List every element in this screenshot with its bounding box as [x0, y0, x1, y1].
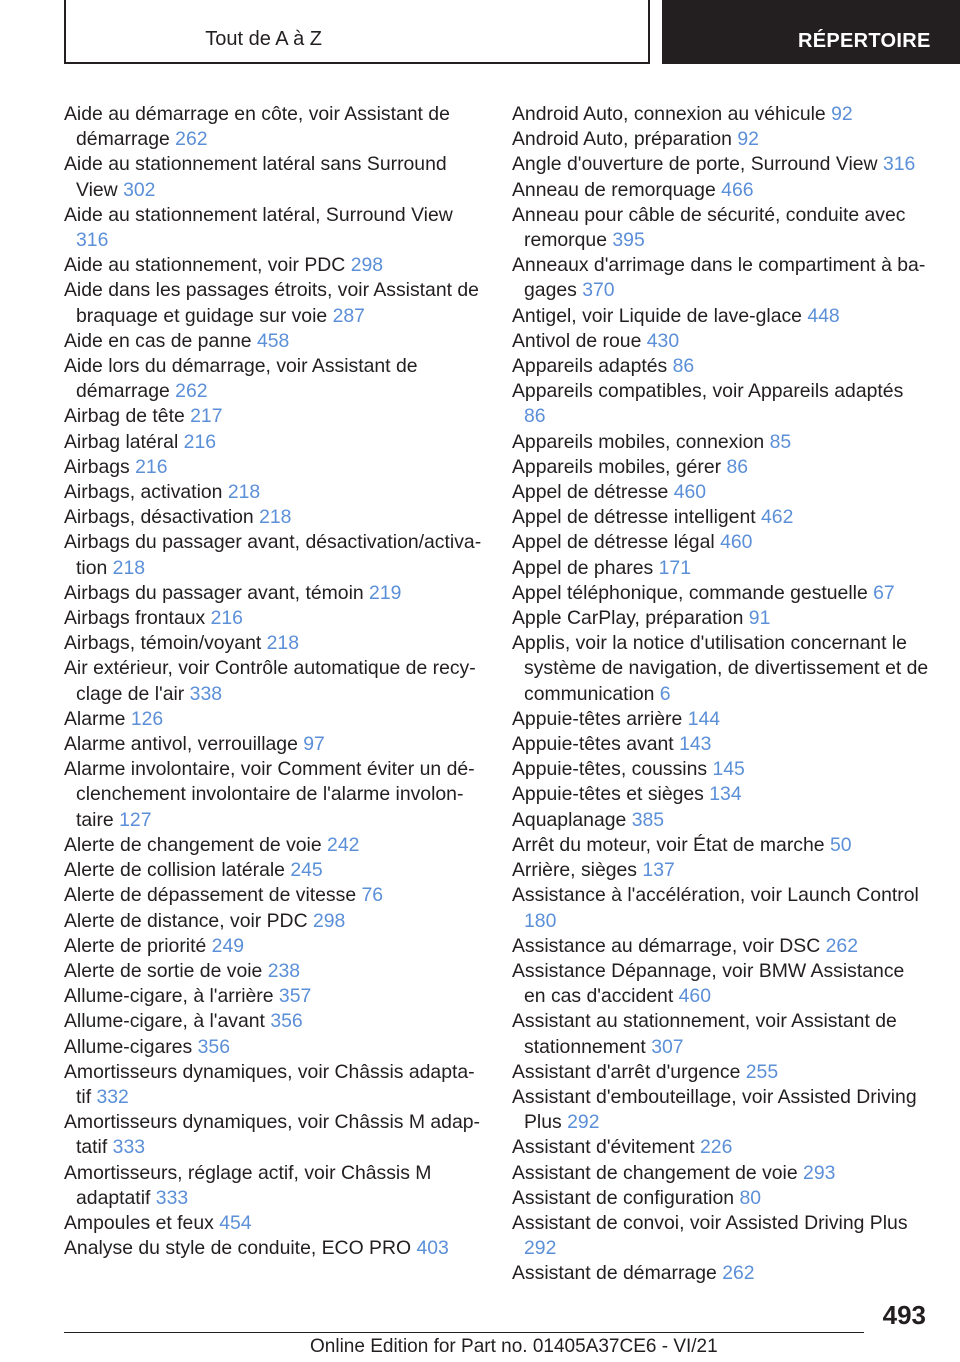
- index-entry-term: Assistant d'évitement: [512, 1136, 695, 1159]
- index-entry-page-link[interactable]: 298: [312, 909, 346, 932]
- index-entry-term: Alerte de distance, voir PDC: [64, 909, 308, 932]
- index-entry: [64, 959, 482, 984]
- index-entry: [512, 430, 930, 455]
- index-entry: [64, 984, 482, 1009]
- index-entry-term: Aide en cas de panne: [64, 329, 252, 352]
- index-entry-term: Appel de détresse: [512, 481, 669, 504]
- index-entry-page-link[interactable]: 216: [183, 430, 217, 453]
- index-entry: [512, 480, 930, 505]
- index-entry: [512, 127, 930, 152]
- index-entry: [512, 1009, 930, 1059]
- index-entry-page-link[interactable]: 86: [524, 405, 546, 428]
- index-entry: [512, 203, 930, 253]
- index-entry: [512, 253, 930, 303]
- index-entry-page-link[interactable]: 50: [829, 833, 852, 856]
- index-entry-term: Assistance Dépannage, voir BMW Assistance en cas d'accident: [512, 959, 905, 1008]
- index-entry: [64, 1060, 482, 1110]
- index-entry-term: Airbags, désactivation: [64, 506, 254, 529]
- index-entry: [64, 1110, 482, 1160]
- index-entry-term: Airbag de tête: [64, 405, 185, 428]
- index-entry-term: Anneau pour câble de sécurité, conduite avec remorque: [512, 203, 906, 252]
- index-entry: [64, 430, 482, 455]
- index-entry-page-link[interactable]: 85: [769, 430, 792, 453]
- index-entry-term: Aide au stationnement latéral sans Surround View: [64, 153, 447, 201]
- index-entry: [512, 1211, 930, 1261]
- index-entry-page-link[interactable]: 262: [722, 1262, 755, 1285]
- index-entry-term: Allume-cigares: [64, 1035, 193, 1058]
- index-entry: [512, 505, 930, 530]
- index-entry-term: Anneaux d'arrimage dans le compartiment à bagages: [512, 254, 926, 302]
- index-entry: [64, 581, 482, 606]
- index-entry: [64, 505, 482, 530]
- index-entry-page-link[interactable]: 255: [745, 1060, 779, 1083]
- index-entry-page-link[interactable]: 245: [290, 859, 323, 882]
- index-entry: [64, 203, 482, 253]
- index-entry-term: Aide dans les passages étroits, voir Assistant de braquage et guidage sur voie: [64, 279, 479, 327]
- index-entry-term: Airbags, témoin/voyant: [64, 632, 262, 655]
- index-entry-term: Apple CarPlay, préparation: [512, 607, 744, 630]
- index-entry-term: Assistant d'embouteillage, voir Assisted Driving Plus: [512, 1085, 917, 1134]
- index-entry-page-link[interactable]: 216: [210, 607, 243, 630]
- index-entry-page-link[interactable]: 67: [873, 581, 895, 604]
- index-entry-page-link[interactable]: 226: [700, 1136, 733, 1159]
- index-entry-term: Alerte de sortie de voie: [64, 959, 263, 982]
- index-entry-page-link[interactable]: 357: [278, 985, 312, 1008]
- index-entry-page-link[interactable]: 262: [825, 934, 858, 957]
- index-entry-term: Appuie-têtes et sièges: [512, 783, 704, 806]
- index-entry-term: Amortisseurs dynamiques, voir Châssis adaptatif: [64, 1060, 475, 1108]
- index-entry-page-link[interactable]: 333: [155, 1186, 189, 1209]
- index-entry-term: Appuie-têtes, coussins: [512, 758, 708, 781]
- index-entry-page-link[interactable]: 216: [135, 455, 168, 478]
- index-entry: [64, 934, 482, 959]
- index-column-left: [64, 102, 482, 1261]
- index-entry-page-link[interactable]: 460: [678, 985, 711, 1008]
- index-entry-term: Aide lors du démarrage, voir Assistant de démarrage: [64, 355, 418, 403]
- index-entry-page-link[interactable]: 171: [658, 556, 691, 579]
- index-entry-page-link[interactable]: 143: [679, 733, 712, 756]
- index-entry-term: Airbags, activation: [64, 481, 223, 504]
- index-entry: [512, 102, 930, 127]
- index-entry-page-link[interactable]: 91: [748, 607, 771, 630]
- index-entry: [64, 1211, 482, 1236]
- index-entry-page-link[interactable]: 333: [112, 1136, 146, 1159]
- index-entry-term: Android Auto, préparation: [512, 128, 732, 151]
- index-entry-term: Amortisseurs, réglage actif, voir Châssis M adaptatif: [64, 1161, 432, 1209]
- index-entry-page-link[interactable]: 92: [831, 103, 853, 125]
- index-entry-term: Anneau de remorquage: [512, 178, 716, 201]
- index-entry: [512, 934, 930, 959]
- index-entry: [64, 404, 482, 429]
- index-entry: [512, 732, 930, 757]
- index-entry: [64, 732, 482, 757]
- index-entry: [512, 581, 930, 606]
- index-entry: [512, 354, 930, 379]
- index-entry-term: Appuie-têtes arrière: [512, 707, 683, 730]
- index-entry-page-link[interactable]: 242: [327, 833, 360, 856]
- index-entry-term: Appareils adaptés: [512, 355, 668, 378]
- index-entry: [512, 808, 930, 833]
- index-entry-term: Alerte de collision latérale: [64, 859, 285, 882]
- index-entry: [64, 858, 482, 883]
- index-entry-page-link[interactable]: 458: [256, 329, 290, 352]
- index-entry-page-link[interactable]: 218: [266, 632, 299, 655]
- index-entry-term: Antigel, voir Liquide de lave-glace: [512, 304, 802, 327]
- index-entry-term: Aquaplanage: [512, 808, 627, 831]
- index-entry-page-link[interactable]: 262: [175, 128, 208, 151]
- index-entry: [512, 379, 930, 429]
- index-entry-term: Aide au démarrage en côte, voir Assistant de démarrage: [64, 103, 450, 151]
- index-entry-page-link[interactable]: 238: [267, 959, 301, 982]
- index-entry-term: Appel de détresse légal: [512, 531, 715, 554]
- index-entry-page-link[interactable]: 302: [123, 178, 156, 201]
- index-entry: [512, 178, 930, 203]
- index-entry-term: Air extérieur, voir Contrôle automatique de recyclage de l'air: [64, 657, 476, 705]
- index-entry-page-link[interactable]: 287: [332, 304, 365, 327]
- index-entry-page-link[interactable]: 356: [197, 1035, 230, 1058]
- index-entry-page-link[interactable]: 385: [631, 808, 665, 831]
- index-entry: [512, 1060, 930, 1085]
- index-entry: [64, 102, 482, 152]
- index-entry-page-link[interactable]: 292: [524, 1237, 557, 1260]
- index-entry: [64, 909, 482, 934]
- index-entry-term: Angle d'ouverture de porte, Surround View: [512, 153, 878, 176]
- index-entry: [64, 656, 482, 706]
- index-entry-page-link[interactable]: 316: [882, 153, 916, 176]
- index-entry-page-link[interactable]: 460: [673, 481, 707, 504]
- index-entry: [512, 1261, 930, 1286]
- index-entry-term: Antivol de roue: [512, 329, 642, 352]
- index-entry-term: Alarme: [64, 707, 126, 730]
- index-entry-term: Arrêt du moteur, voir État de marche: [512, 833, 825, 856]
- index-entry-term: Alerte de priorité: [64, 934, 207, 957]
- index-entry-term: Aide au stationnement latéral, Surround View: [64, 203, 453, 226]
- index-entry: [64, 606, 482, 631]
- footer-edition-text: Online Edition for Part no. 01405A37CE6 - VI/21: [310, 1336, 718, 1357]
- index-entry-term: Assistant de convoi, voir Assisted Driving Plus: [512, 1211, 908, 1234]
- index-entry-term: Appel de détresse intelligent: [512, 506, 756, 529]
- index-entry-term: Appareils mobiles, connexion: [512, 430, 765, 453]
- index-entry-term: Airbags frontaux: [64, 607, 206, 630]
- index-entry-term: Alarme antivol, verrouillage: [64, 733, 298, 756]
- index-entry: [512, 1135, 930, 1160]
- index-entry-page-link[interactable]: 298: [350, 254, 384, 277]
- index-entry: [64, 1236, 482, 1261]
- index-entry-page-link[interactable]: 218: [227, 481, 261, 504]
- index-entry-page-link[interactable]: 332: [96, 1085, 129, 1108]
- index-entry-term: Aide au stationnement, voir PDC: [64, 254, 346, 277]
- index-entry-page-link[interactable]: 219: [369, 581, 402, 604]
- index-entry: [64, 631, 482, 656]
- index-entry: [64, 329, 482, 354]
- index-entry: [512, 782, 930, 807]
- index-entry-page-link[interactable]: 466: [721, 178, 754, 201]
- index-entry-page-link[interactable]: 180: [524, 909, 557, 932]
- index-entry: [64, 278, 482, 328]
- index-entry: [512, 329, 930, 354]
- index-entry-page-link[interactable]: 76: [361, 884, 384, 907]
- index-entry: [64, 530, 482, 580]
- index-entry: [512, 1161, 930, 1186]
- index-entry: [512, 1186, 930, 1211]
- index-entry-page-link[interactable]: 403: [416, 1237, 449, 1260]
- index-entry-page-link[interactable]: 126: [130, 707, 164, 730]
- index-entry: [64, 1161, 482, 1211]
- index-column-right: [512, 102, 930, 1287]
- index-entry: [64, 1009, 482, 1034]
- index-entry-page-link[interactable]: 448: [807, 304, 840, 327]
- page-number: 493: [882, 1300, 926, 1330]
- index-entry: [512, 883, 930, 933]
- index-entry-page-link[interactable]: 86: [672, 355, 695, 378]
- index-entry-page-link[interactable]: 137: [642, 859, 675, 882]
- index-entry-page-link[interactable]: 462: [761, 506, 794, 529]
- index-entry-page-link[interactable]: 460: [720, 531, 753, 554]
- index-entry-term: Assistance au démarrage, voir DSC: [512, 934, 821, 957]
- index-entry: [512, 757, 930, 782]
- index-entry: [64, 354, 482, 404]
- index-entry-term: Applis, voir la notice d'utilisation concernant le système de navigation, de divertissement et de communication: [512, 632, 929, 705]
- header-frame: [64, 0, 650, 64]
- index-entry: [64, 707, 482, 732]
- index-entry-page-link[interactable]: 217: [190, 405, 223, 428]
- index-entry-term: Airbags: [64, 455, 130, 478]
- index-entry-term: Allume-cigare, à l'avant: [64, 1010, 265, 1033]
- header-chapter-tab: RÉPERTOIRE: [662, 0, 960, 64]
- index-entry: [512, 152, 930, 177]
- index-entry-term: Alerte de dépassement de vitesse: [64, 884, 357, 907]
- index-entry: [512, 959, 930, 1009]
- index-entry: [64, 833, 482, 858]
- index-entry-term: Assistant de configuration: [512, 1186, 735, 1209]
- index-entry: [64, 480, 482, 505]
- index-entry: [512, 556, 930, 581]
- index-entry-term: Amortisseurs dynamiques, voir Châssis M adaptatif: [64, 1111, 480, 1159]
- index-entry-page-link[interactable]: 395: [612, 229, 645, 252]
- index-entry: [64, 883, 482, 908]
- index-entry: [64, 1035, 482, 1060]
- index-entry: [512, 606, 930, 631]
- index-entry-term: Alarme involontaire, voir Comment éviter un déclenchement involontaire de l'alarme involontaire: [64, 758, 475, 831]
- index-entry-term: Assistant d'arrêt d'urgence: [512, 1060, 741, 1083]
- index-entry: [64, 152, 482, 202]
- index-entry-term: Arrière, sièges: [512, 859, 638, 882]
- index-entry-term: Airbags du passager avant, désactivation/activation: [64, 531, 482, 579]
- index-entry-page-link[interactable]: 134: [709, 783, 742, 806]
- index-entry-page-link[interactable]: 454: [219, 1211, 252, 1234]
- index-entry: [512, 1085, 930, 1135]
- index-entry-page-link[interactable]: 97: [303, 733, 325, 756]
- index-entry: [512, 304, 930, 329]
- index-entry-term: Analyse du style de conduite, ECO PRO: [64, 1237, 412, 1260]
- index-entry-page-link[interactable]: 80: [739, 1186, 762, 1209]
- index-entry-term: Alerte de changement de voie: [64, 833, 322, 856]
- index-entry: [64, 455, 482, 480]
- index-entry-term: Assistant de démarrage: [512, 1262, 717, 1285]
- index-entry-term: Android Auto, connexion au véhicule: [512, 103, 826, 125]
- index-entry: [512, 631, 930, 707]
- index-entry: [64, 253, 482, 278]
- index-entry-page-link[interactable]: 338: [189, 682, 223, 705]
- index-entry: [64, 757, 482, 833]
- index-entry-page-link[interactable]: 218: [112, 556, 146, 579]
- index-entry-term: Allume-cigare, à l'arrière: [64, 985, 274, 1008]
- index-entry-term: Appuie-têtes avant: [512, 733, 674, 756]
- index-entry-term: Airbags du passager avant, témoin: [64, 581, 364, 604]
- index-entry-page-link[interactable]: 92: [737, 128, 759, 151]
- index-entry-page-link[interactable]: 293: [803, 1161, 836, 1184]
- index-entry-page-link[interactable]: 145: [712, 758, 745, 781]
- index-entry-page-link[interactable]: 144: [687, 707, 721, 730]
- index-entry-page-link[interactable]: 370: [582, 279, 615, 302]
- index-entry-page-link[interactable]: 218: [259, 506, 292, 529]
- index-entry-term: Assistant de changement de voie: [512, 1161, 798, 1184]
- index-entry-term: Appareils mobiles, gérer: [512, 455, 722, 478]
- footer-divider: [64, 1332, 864, 1333]
- index-entry-page-link[interactable]: 430: [646, 329, 680, 352]
- header-section-title: Tout de A à Z: [205, 28, 322, 50]
- index-entry-page-link[interactable]: 86: [726, 455, 749, 478]
- index-entry: [512, 530, 930, 555]
- index-entry-page-link[interactable]: 307: [651, 1035, 684, 1058]
- index-entry: [512, 833, 930, 858]
- index-entry-term: Appel téléphonique, commande gestuelle: [512, 581, 868, 604]
- index-entry-page-link[interactable]: 316: [76, 229, 109, 252]
- index-entry-term: Airbag latéral: [64, 430, 179, 453]
- index-entry: [512, 455, 930, 480]
- index-entry-page-link[interactable]: 356: [270, 1010, 303, 1033]
- index-entry: [512, 707, 930, 732]
- index-entry-page-link[interactable]: 249: [211, 934, 245, 957]
- index-entry: [512, 858, 930, 883]
- index-entry-term: Appareils compatibles, voir Appareils adaptés: [512, 380, 904, 403]
- index-entry-term: Ampoules et feux: [64, 1211, 214, 1234]
- index-entry-page-link[interactable]: 127: [119, 808, 152, 831]
- index-entry-page-link[interactable]: 292: [567, 1111, 600, 1134]
- index-entry-term: Assistant au stationnement, voir Assistant de stationnement: [512, 1010, 897, 1058]
- index-entry-term: Appel de phares: [512, 556, 654, 579]
- index-entry-page-link[interactable]: 262: [175, 380, 208, 403]
- index-entry-term: Assistance à l'accélération, voir Launch Control: [512, 884, 919, 907]
- index-entry-page-link[interactable]: 6: [659, 682, 671, 705]
